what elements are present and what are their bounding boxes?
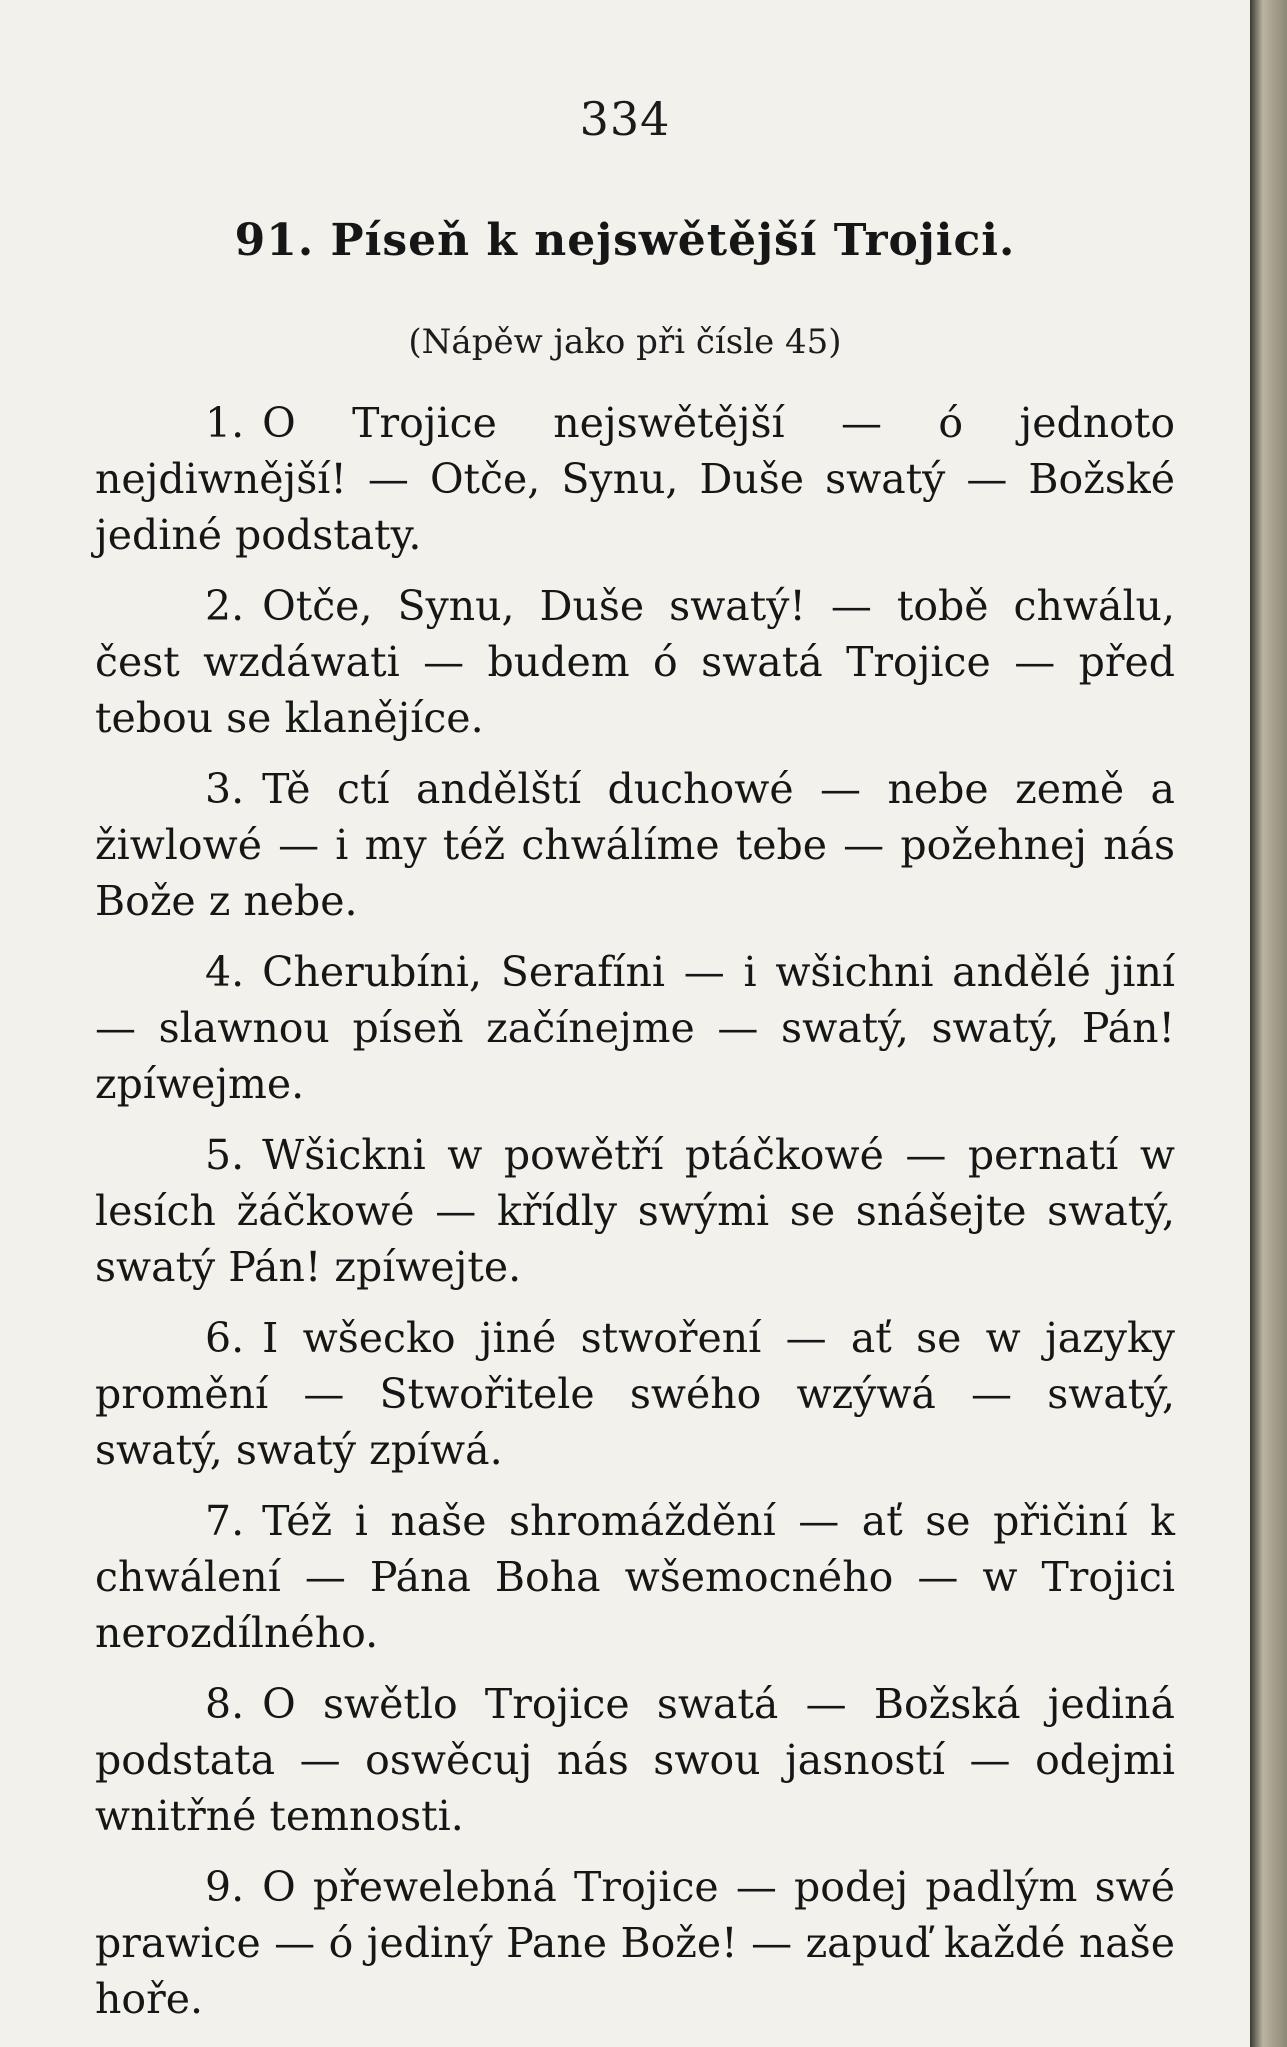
verse xyxy=(95,944,1175,1112)
verse-text: Otče, Synu, Duše swatý! — tobě chwálu, čest wzdáwati — budem ó swatá Trojice — před tebou se klanějíce. xyxy=(95,582,1175,742)
verse-text: O swětlo Trojice swatá — Božská jediná podstata — oswěcuj nás swou jasností — odejmi wnitřné temnosti. xyxy=(95,1680,1175,1840)
verse xyxy=(95,761,1175,929)
verse-text: O Trojice nejswětější — ó jednoto nejdiwnější! — Otče, Synu, Duše swatý — Božské jediné podstaty. xyxy=(95,399,1175,559)
verse-number: 7. xyxy=(205,1497,245,1545)
verse-text: Cherubíni, Serafíni — i wšichni andělé jiní — slawnou píseň začínejme — swatý, swatý, Pán! zpíwejme. xyxy=(95,948,1175,1108)
verse-number: 1. xyxy=(205,399,245,447)
verse-number: 6. xyxy=(205,1314,245,1362)
verse-number: 5. xyxy=(205,1131,245,1179)
verse xyxy=(95,1127,1175,1295)
verse-text: Wšickni w powětří ptáčkowé — pernatí w lesích žáčkowé — křídly swými se snášejte swatý, swatý Pán! zpíwejte. xyxy=(95,1131,1175,1291)
verse-number: 8. xyxy=(205,1680,245,1728)
verse xyxy=(95,578,1175,746)
verse-number: 2. xyxy=(205,582,245,630)
verse-text: I wšecko jiné stwoření — ať se w jazyky promění — Stwořitele swého wzýwá — swatý, swatý, swatý zpíwá. xyxy=(95,1314,1175,1474)
verse-number: 4. xyxy=(205,948,245,996)
verse-text: Též i naše shromáždění — ať se přičiní k chwálení — Pána Boha wšemocného — w Trojici nerozdílného. xyxy=(95,1497,1175,1657)
verse-text: O přewelebná Trojice — podej padlým swé prawice — ó jediný Pane Bože! — zapuď každé naše hoře. xyxy=(95,1863,1175,2023)
verse xyxy=(95,1310,1175,1478)
verse-text: Tě ctí andělští duchowé — nebe země a žiwlowé — i my též chwálíme tebe — požehnej nás Bože z nebe. xyxy=(95,765,1175,925)
verse xyxy=(95,1859,1175,2027)
verse xyxy=(95,395,1175,563)
hymn-title: 91. Píseň k nejswětější Trojici. xyxy=(234,215,1016,266)
melody-note: (Nápěw jako při čísle 45) xyxy=(408,322,842,362)
verse-number: 3. xyxy=(205,765,245,813)
verse xyxy=(95,1676,1175,1844)
verse xyxy=(95,1493,1175,1661)
verse-number: 9. xyxy=(205,1863,245,1911)
hymn-verses xyxy=(95,395,1175,2042)
page-number: 334 xyxy=(579,92,671,146)
next-page-edge xyxy=(1250,0,1287,2047)
